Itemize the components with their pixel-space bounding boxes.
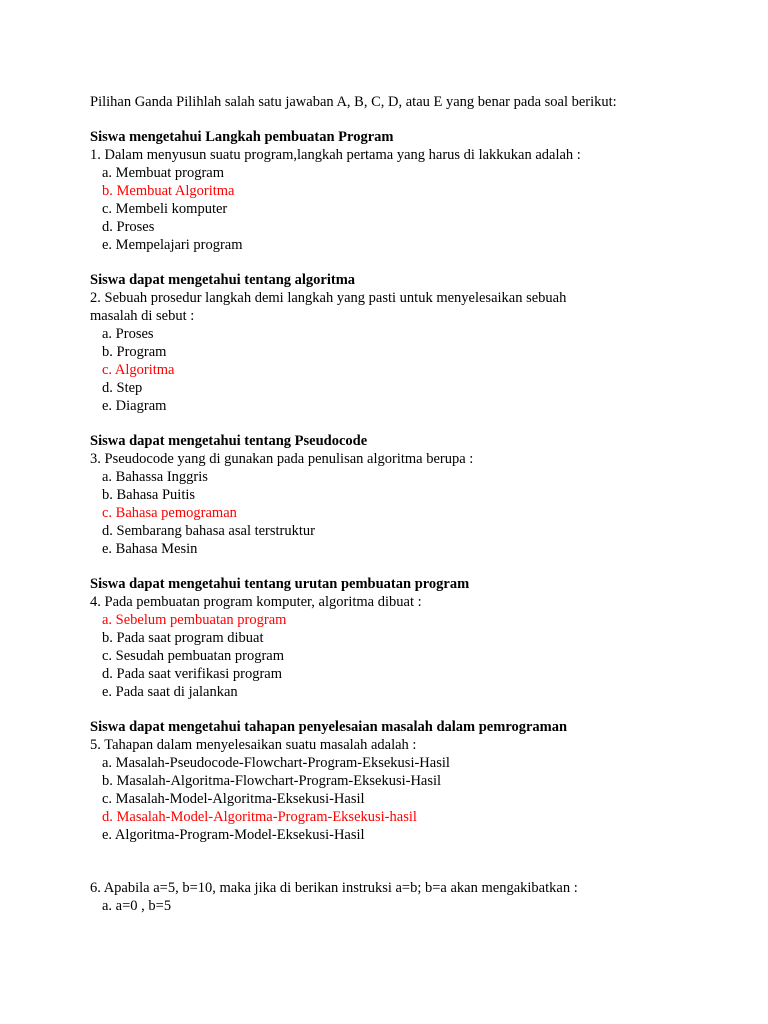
question-block-3	[90, 432, 730, 558]
option-d: d. Step	[102, 380, 143, 396]
option-d: d. Proses	[102, 219, 155, 235]
option-c: c. Membeli komputer	[102, 201, 228, 217]
question-block-4	[90, 575, 730, 701]
question-text: 5. Tahapan dalam menyelesaikan suatu masalah adalah :	[90, 737, 417, 753]
section-heading: Siswa dapat mengetahui tentang Pseudocode	[90, 433, 368, 449]
option-e: e. Pada saat di jalankan	[102, 684, 238, 700]
option-a: a. Bahassa Inggris	[102, 469, 208, 485]
question-block-5	[90, 718, 730, 844]
section-heading: Siswa dapat mengetahui tentang urutan pembuatan program	[90, 576, 470, 592]
option-a: a. Membuat program	[102, 165, 225, 181]
question-block-1	[90, 128, 730, 254]
option-c: c. Masalah-Model-Algoritma-Eksekusi-Hasil	[102, 791, 365, 807]
option-d: d. Sembarang bahasa asal terstruktur	[102, 523, 315, 539]
question-text: 6. Apabila a=5, b=10, maka jika di berikan instruksi a=b; b=a akan mengakibatkan :	[90, 880, 578, 896]
option-c-correct: c. Bahasa pemograman	[102, 505, 237, 521]
question-text: 1. Dalam menyusun suatu program,langkah pertama yang harus di lakkukan adalah :	[90, 147, 581, 163]
question-text: 4. Pada pembuatan program komputer, algoritma dibuat :	[90, 594, 422, 610]
question-text-line-2: masalah di sebut :	[90, 308, 195, 324]
option-e: e. Diagram	[102, 398, 167, 414]
question-text-line-1: 2. Sebuah prosedur langkah demi langkah yang pasti untuk menyelesaikan sebuah	[90, 290, 567, 306]
question-block-2	[90, 271, 730, 415]
section-heading: Siswa dapat mengetahui tahapan penyelesaian masalah dalam pemrograman	[90, 719, 568, 735]
question-text: 3. Pseudocode yang di gunakan pada penulisan algoritma berupa :	[90, 451, 474, 467]
option-c-correct: c. Algoritma	[102, 362, 175, 378]
option-e: e. Bahasa Mesin	[102, 541, 198, 557]
option-b: b. Masalah-Algoritma-Flowchart-Program-Eksekusi-Hasil	[102, 773, 442, 789]
option-e: e. Mempelajari program	[102, 237, 243, 253]
option-d: d. Pada saat verifikasi program	[102, 666, 282, 682]
option-b: b. Pada saat program dibuat	[102, 630, 264, 646]
option-b: b. Program	[102, 344, 167, 360]
option-c: c. Sesudah pembuatan program	[102, 648, 285, 664]
question-block-6	[90, 879, 730, 915]
option-b-correct: b. Membuat Algoritma	[102, 183, 235, 199]
option-d-correct: d. Masalah-Model-Algoritma-Program-Eksekusi-hasil	[102, 809, 417, 825]
instructions: Pilihan Ganda Pilihlah salah satu jawaban A, B, C, D, atau E yang benar pada soal berikut:	[90, 94, 617, 110]
option-e: e. Algoritma-Program-Model-Eksekusi-Hasil	[102, 827, 365, 843]
section-heading: Siswa mengetahui Langkah pembuatan Program	[90, 129, 394, 145]
option-a: a. Masalah-Pseudocode-Flowchart-Program-Eksekusi-Hasil	[102, 755, 450, 771]
option-a: a. a=0 , b=5	[102, 898, 172, 914]
document-page	[90, 93, 730, 915]
option-b: b. Bahasa Puitis	[102, 487, 196, 503]
option-a-correct: a. Sebelum pembuatan program	[102, 612, 287, 628]
option-a: a. Proses	[102, 326, 154, 342]
section-heading: Siswa dapat mengetahui tentang algoritma	[90, 272, 356, 288]
